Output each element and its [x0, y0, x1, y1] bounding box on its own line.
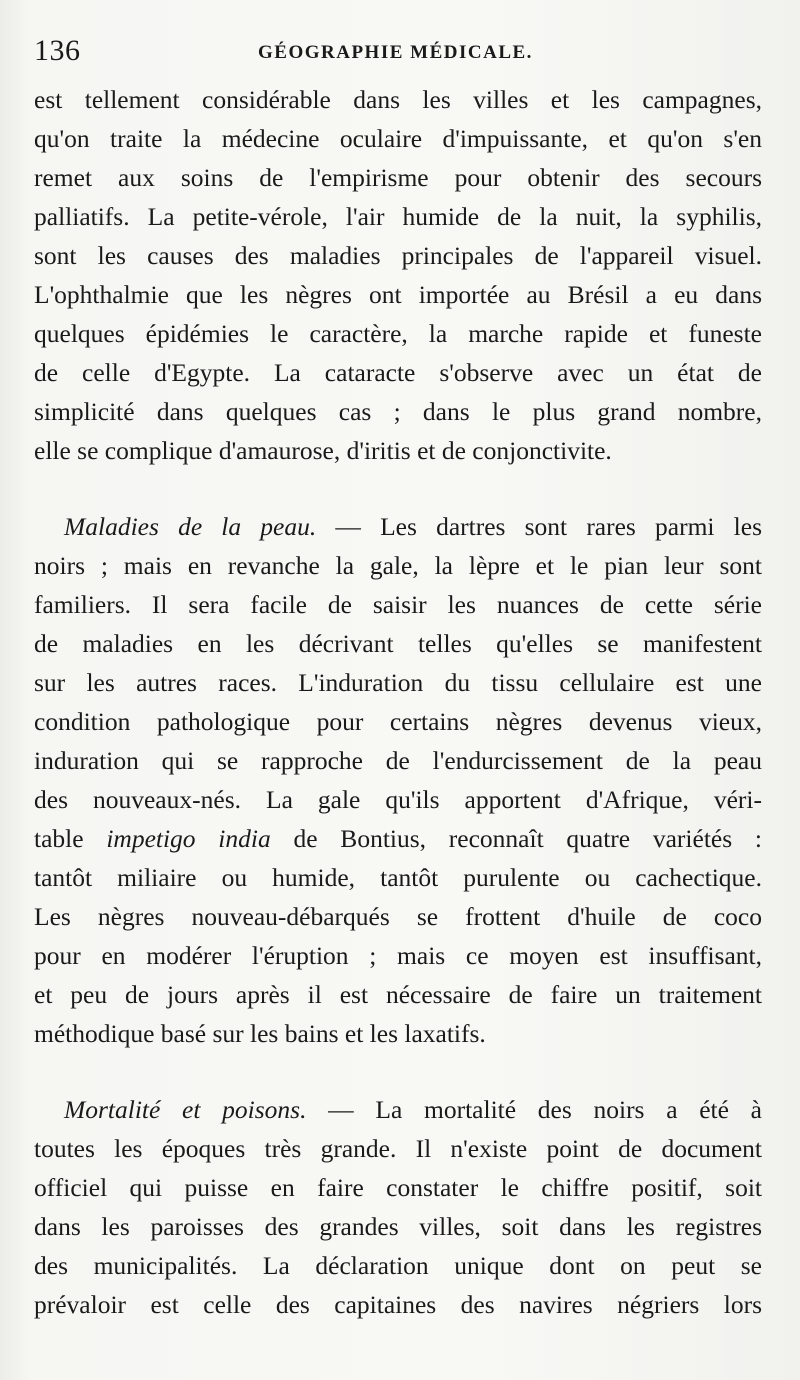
text-line: dans les paroisses des grandes villes, soit dans les registres	[34, 1212, 762, 1241]
line-text: de Bontius, reconnaît quatre variétés :	[270, 824, 762, 853]
body-text	[34, 80, 762, 1324]
text-line: familiers. Il sera facile de saisir les nuances de cette série	[34, 590, 762, 619]
paragraph-skin-diseases	[34, 507, 762, 1053]
text-line: quelques épidémies le caractère, la marche rapide et funeste	[34, 319, 762, 348]
text-line: Les nègres nouveau-débarqués se frottent d'huile de coco	[34, 902, 762, 931]
text-line: noirs ; mais en revanche la gale, la lèpre et le pian leur sont	[34, 551, 762, 580]
text-line: prévaloir est celle des capitaines des navires négriers lors	[34, 1290, 762, 1319]
text-line: de celle d'Egypte. La cataracte s'observe avec un état de	[34, 358, 762, 387]
text-line: et peu de jours après il est nécessaire de faire un traitement	[34, 980, 762, 1009]
text-line	[34, 507, 762, 546]
paragraph-mortality	[34, 1090, 762, 1324]
text-line: sont les causes des maladies principales de l'appareil visuel.	[34, 241, 762, 270]
text-line: L'ophthalmie que les nègres ont importée au Brésil a eu dans	[34, 280, 762, 309]
text-line: remet aux soins de l'empirisme pour obtenir des secours	[34, 163, 762, 192]
text-line: des nouveaux-nés. La gale qu'ils apportent d'Afrique, véri-	[34, 785, 762, 814]
line-text: table	[34, 824, 107, 853]
italic-term: impetigo india	[106, 824, 271, 853]
text-line: méthodique basé sur les bains et les laxatifs.	[34, 1019, 486, 1048]
text-line: sur les autres races. L'induration du tissu cellulaire est une	[34, 668, 762, 697]
text-line: simplicité dans quelques cas ; dans le plus grand nombre,	[34, 397, 762, 426]
section-heading: Mortalité et poisons.	[64, 1095, 307, 1124]
text-line: elle se complique d'amaurose, d'iritis et de conjonctivite.	[34, 436, 612, 465]
text-line	[34, 819, 762, 858]
text-line: de maladies en les décrivant telles qu'elles se manifestent	[34, 629, 762, 658]
running-title: GÉOGRAPHIE MÉDICALE.	[258, 42, 533, 63]
text-line: qu'on traite la médecine oculaire d'impuissante, et qu'on s'en	[34, 124, 762, 153]
paragraph-ophthalmology	[34, 80, 762, 470]
text-line: induration qui se rapproche de l'endurcissement de la peau	[34, 746, 762, 775]
text-line: des municipalités. La déclaration unique dont on peut se	[34, 1251, 762, 1280]
line-text: — La mortalité des noirs a été à	[306, 1095, 762, 1124]
page-header	[34, 34, 764, 74]
text-line: condition pathologique pour certains nègres devenus vieux,	[34, 707, 762, 736]
text-line: tantôt miliaire ou humide, tantôt purulente ou cachectique.	[34, 863, 762, 892]
section-heading: Maladies de la peau.	[64, 512, 317, 541]
text-line: pour en modérer l'éruption ; mais ce moyen est insuffisant,	[34, 941, 762, 970]
page-number: 136	[34, 34, 81, 67]
text-line: toutes les époques très grande. Il n'existe point de document	[34, 1134, 762, 1163]
text-line	[34, 1090, 762, 1129]
text-line: officiel qui puisse en faire constater le chiffre positif, soit	[34, 1173, 762, 1202]
text-line: est tellement considérable dans les villes et les campagnes,	[34, 85, 762, 114]
line-text: — Les dartres sont rares parmi les	[316, 512, 763, 541]
text-line: palliatifs. La petite-vérole, l'air humide de la nuit, la syphilis,	[34, 202, 762, 231]
